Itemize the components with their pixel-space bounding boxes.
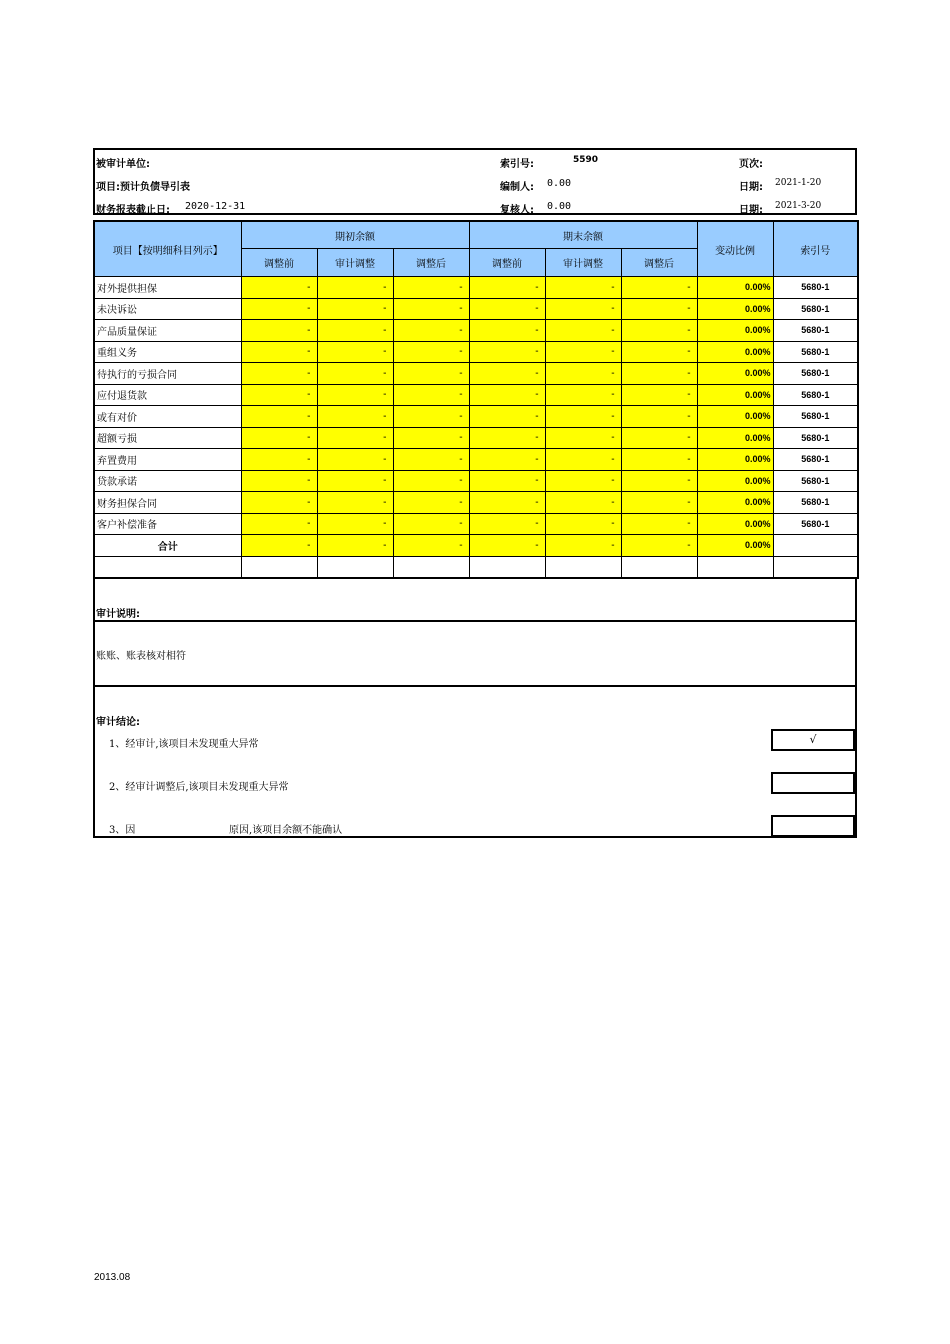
change-ratio-cell: 0.00% [697, 363, 773, 385]
sub-header: 调整后 [393, 249, 469, 277]
preparer-value: 0.00 [547, 178, 572, 189]
conclusion-item-1: 1、经审计,该项目未发现重大异常 [109, 739, 259, 750]
footer-version: 2013.08 [94, 1272, 131, 1283]
amount-cell[interactable]: - [241, 298, 317, 320]
reviewer-label: 复核人: [500, 205, 534, 216]
project-label: 项目:预计负债导引表 [96, 182, 190, 193]
amount-cell[interactable]: - [393, 470, 469, 492]
amount-cell[interactable]: - [621, 513, 697, 535]
closing-header: 期末余额 [469, 221, 697, 249]
item-header: 项目【按明细科目列示】 [94, 221, 241, 277]
amount-cell[interactable]: - [317, 277, 393, 299]
amount-cell[interactable]: - [393, 320, 469, 342]
table-row [94, 277, 858, 299]
amount-cell[interactable]: - [469, 492, 545, 514]
conclusion-item-3a: 3、因 [109, 825, 136, 836]
ref-cell[interactable]: 5680-1 [773, 406, 858, 428]
table-row [94, 363, 858, 385]
table-row [94, 298, 858, 320]
amount-cell[interactable]: - [545, 320, 621, 342]
audit-note-box [93, 622, 857, 687]
amount-cell[interactable]: - [317, 470, 393, 492]
index-label: 索引号: [500, 159, 534, 170]
row-label: 待执行的亏损合同 [94, 363, 241, 385]
amount-cell[interactable]: - [241, 535, 317, 557]
amount-cell[interactable]: - [621, 277, 697, 299]
conclusion-item-3b: 原因,该项目余额不能确认 [229, 825, 343, 836]
row-label: 未决诉讼 [94, 298, 241, 320]
row-label: 超额亏损 [94, 427, 241, 449]
table-row [94, 492, 858, 514]
amount-cell[interactable]: - [621, 298, 697, 320]
amount-cell[interactable]: - [469, 427, 545, 449]
amount-cell[interactable]: - [317, 363, 393, 385]
table-row [94, 513, 858, 535]
amount-cell[interactable]: - [241, 363, 317, 385]
amount-cell[interactable]: - [469, 513, 545, 535]
amount-cell[interactable]: - [469, 277, 545, 299]
amount-cell[interactable]: - [469, 363, 545, 385]
amount-cell[interactable]: - [317, 298, 393, 320]
ref-cell[interactable]: 5680-1 [773, 384, 858, 406]
amount-cell[interactable]: - [545, 449, 621, 471]
row-label: 弃置费用 [94, 449, 241, 471]
change-ratio-cell: 0.00% [697, 406, 773, 428]
amount-cell[interactable]: - [545, 535, 621, 557]
reviewer-value: 0.00 [547, 201, 572, 212]
row-label: 或有对价 [94, 406, 241, 428]
conclusion-check-3[interactable] [771, 815, 855, 837]
table-row [94, 449, 858, 471]
amount-cell[interactable]: - [469, 298, 545, 320]
date-value-1: 2021-1-20 [775, 178, 822, 188]
amount-cell[interactable]: - [545, 470, 621, 492]
amount-cell[interactable]: - [241, 449, 317, 471]
change-ratio-cell: 0.00% [697, 298, 773, 320]
conclusion-check-1[interactable]: √ [771, 729, 855, 751]
blank-cell [469, 556, 545, 578]
entity-label: 被审计单位: [96, 159, 150, 170]
ref-cell[interactable]: 5680-1 [773, 449, 858, 471]
amount-cell[interactable]: - [621, 341, 697, 363]
amount-cell[interactable]: - [621, 492, 697, 514]
sub-header: 调整前 [241, 249, 317, 277]
ref-cell[interactable]: 5680-1 [773, 341, 858, 363]
blank-cell [241, 556, 317, 578]
amount-cell[interactable]: - [241, 513, 317, 535]
amount-cell[interactable]: - [393, 341, 469, 363]
date-label-2: 日期: [739, 205, 763, 216]
amount-cell[interactable]: - [621, 470, 697, 492]
amount-cell[interactable]: - [621, 427, 697, 449]
amount-cell[interactable]: - [545, 298, 621, 320]
ref-cell[interactable]: 5680-1 [773, 427, 858, 449]
amount-cell[interactable]: - [241, 341, 317, 363]
table-row [94, 406, 858, 428]
amount-cell[interactable]: - [241, 492, 317, 514]
row-label: 重组义务 [94, 341, 241, 363]
change-ratio-cell: 0.00% [697, 513, 773, 535]
row-label: 客户补偿准备 [94, 513, 241, 535]
change-ratio-cell: 0.00% [697, 320, 773, 342]
blank-cell [773, 556, 858, 578]
amount-cell[interactable]: - [317, 492, 393, 514]
amount-cell[interactable]: - [469, 535, 545, 557]
cutoff-label: 财务报表截止日: [96, 205, 170, 216]
amount-cell[interactable]: - [393, 363, 469, 385]
conclusion-label: 审计结论: [96, 717, 140, 728]
amount-cell[interactable]: - [241, 406, 317, 428]
blank-cell [94, 556, 241, 578]
ref-cell[interactable]: 5680-1 [773, 470, 858, 492]
amount-cell[interactable]: - [393, 449, 469, 471]
amount-cell[interactable]: - [393, 427, 469, 449]
blank-cell [317, 556, 393, 578]
audit-note-text: 账账、账表核对相符 [96, 651, 186, 662]
amount-cell[interactable]: - [621, 320, 697, 342]
ref-cell[interactable]: 5680-1 [773, 277, 858, 299]
working-paper [93, 148, 857, 838]
amount-cell[interactable]: - [469, 470, 545, 492]
amount-cell[interactable]: - [393, 535, 469, 557]
change-ratio-cell: 0.00% [697, 427, 773, 449]
change-ratio-cell: 0.00% [697, 492, 773, 514]
amount-cell[interactable]: - [469, 449, 545, 471]
amount-cell[interactable]: - [469, 320, 545, 342]
amount-cell[interactable]: - [317, 341, 393, 363]
change-ratio-cell: 0.00% [697, 449, 773, 471]
date-value-2: 2021-3-20 [775, 201, 822, 211]
amount-cell[interactable]: - [545, 492, 621, 514]
sub-header: 审计调整 [317, 249, 393, 277]
page-label: 页次: [739, 159, 763, 170]
amount-cell[interactable]: - [241, 384, 317, 406]
amount-cell[interactable]: - [241, 427, 317, 449]
amount-cell[interactable]: - [621, 406, 697, 428]
amount-cell[interactable]: - [317, 406, 393, 428]
blank-cell [697, 556, 773, 578]
amount-cell[interactable]: - [393, 277, 469, 299]
amount-cell[interactable]: - [317, 384, 393, 406]
preparer-label: 编制人: [500, 182, 534, 193]
amount-cell[interactable]: - [317, 513, 393, 535]
blank-cell [545, 556, 621, 578]
ref-cell[interactable]: 5680-1 [773, 363, 858, 385]
ref-cell[interactable]: 5680-1 [773, 320, 858, 342]
row-label: 对外提供担保 [94, 277, 241, 299]
table-row [94, 384, 858, 406]
total-row [94, 535, 858, 557]
amount-cell[interactable]: - [545, 427, 621, 449]
audit-note-label: 审计说明: [96, 609, 140, 620]
amount-cell[interactable]: - [545, 341, 621, 363]
amount-cell[interactable]: - [545, 363, 621, 385]
amount-cell[interactable]: - [317, 535, 393, 557]
index-value: 5590 [573, 155, 599, 165]
amount-cell[interactable]: - [241, 320, 317, 342]
opening-header: 期初余额 [241, 221, 469, 249]
change-ratio-cell: 0.00% [697, 277, 773, 299]
blank-cell [393, 556, 469, 578]
table-row [94, 341, 858, 363]
table-body [94, 277, 858, 579]
change-ratio-cell: 0.00% [697, 341, 773, 363]
conclusion-box [93, 687, 857, 838]
cutoff-value: 2020-12-31 [185, 201, 246, 212]
header-block [93, 148, 857, 215]
sub-header: 调整前 [469, 249, 545, 277]
amount-cell[interactable]: - [393, 384, 469, 406]
ref-cell[interactable]: 5680-1 [773, 513, 858, 535]
ref-cell[interactable]: 5680-1 [773, 492, 858, 514]
amount-cell[interactable]: - [241, 470, 317, 492]
conclusion-check-2[interactable] [771, 772, 855, 794]
ref-cell [773, 535, 858, 557]
ref-header: 索引号 [773, 221, 858, 277]
table-row [94, 320, 858, 342]
amount-cell[interactable]: - [393, 513, 469, 535]
amount-cell[interactable]: - [393, 298, 469, 320]
row-label: 贷款承诺 [94, 470, 241, 492]
amount-cell[interactable]: - [393, 492, 469, 514]
blank-row [94, 556, 858, 578]
change-ratio-cell: 0.00% [697, 384, 773, 406]
amount-cell[interactable]: - [317, 320, 393, 342]
liabilities-table [93, 220, 859, 579]
table-row [94, 470, 858, 492]
date-label-1: 日期: [739, 182, 763, 193]
conclusion-item-2: 2、经审计调整后,该项目未发现重大异常 [109, 782, 289, 793]
row-label: 财务担保合同 [94, 492, 241, 514]
amount-cell[interactable]: - [621, 363, 697, 385]
total-label: 合计 [94, 535, 241, 557]
amount-cell[interactable]: - [621, 449, 697, 471]
amount-cell[interactable]: - [241, 277, 317, 299]
change-header: 变动比例 [697, 221, 773, 277]
amount-cell[interactable]: - [545, 384, 621, 406]
amount-cell[interactable]: - [393, 406, 469, 428]
amount-cell[interactable]: - [317, 427, 393, 449]
audit-note-title-box [93, 579, 857, 622]
ref-cell[interactable]: 5680-1 [773, 298, 858, 320]
row-label: 应付退货款 [94, 384, 241, 406]
sub-header: 调整后 [621, 249, 697, 277]
amount-cell[interactable]: - [317, 449, 393, 471]
amount-cell[interactable]: - [545, 277, 621, 299]
table-row [94, 427, 858, 449]
amount-cell[interactable]: - [621, 535, 697, 557]
blank-cell [621, 556, 697, 578]
row-label: 产品质量保证 [94, 320, 241, 342]
amount-cell[interactable]: - [469, 406, 545, 428]
amount-cell[interactable]: - [469, 384, 545, 406]
change-ratio-cell: 0.00% [697, 535, 773, 557]
amount-cell[interactable]: - [545, 406, 621, 428]
amount-cell[interactable]: - [469, 341, 545, 363]
amount-cell[interactable]: - [621, 384, 697, 406]
change-ratio-cell: 0.00% [697, 470, 773, 492]
sub-header: 审计调整 [545, 249, 621, 277]
amount-cell[interactable]: - [545, 513, 621, 535]
